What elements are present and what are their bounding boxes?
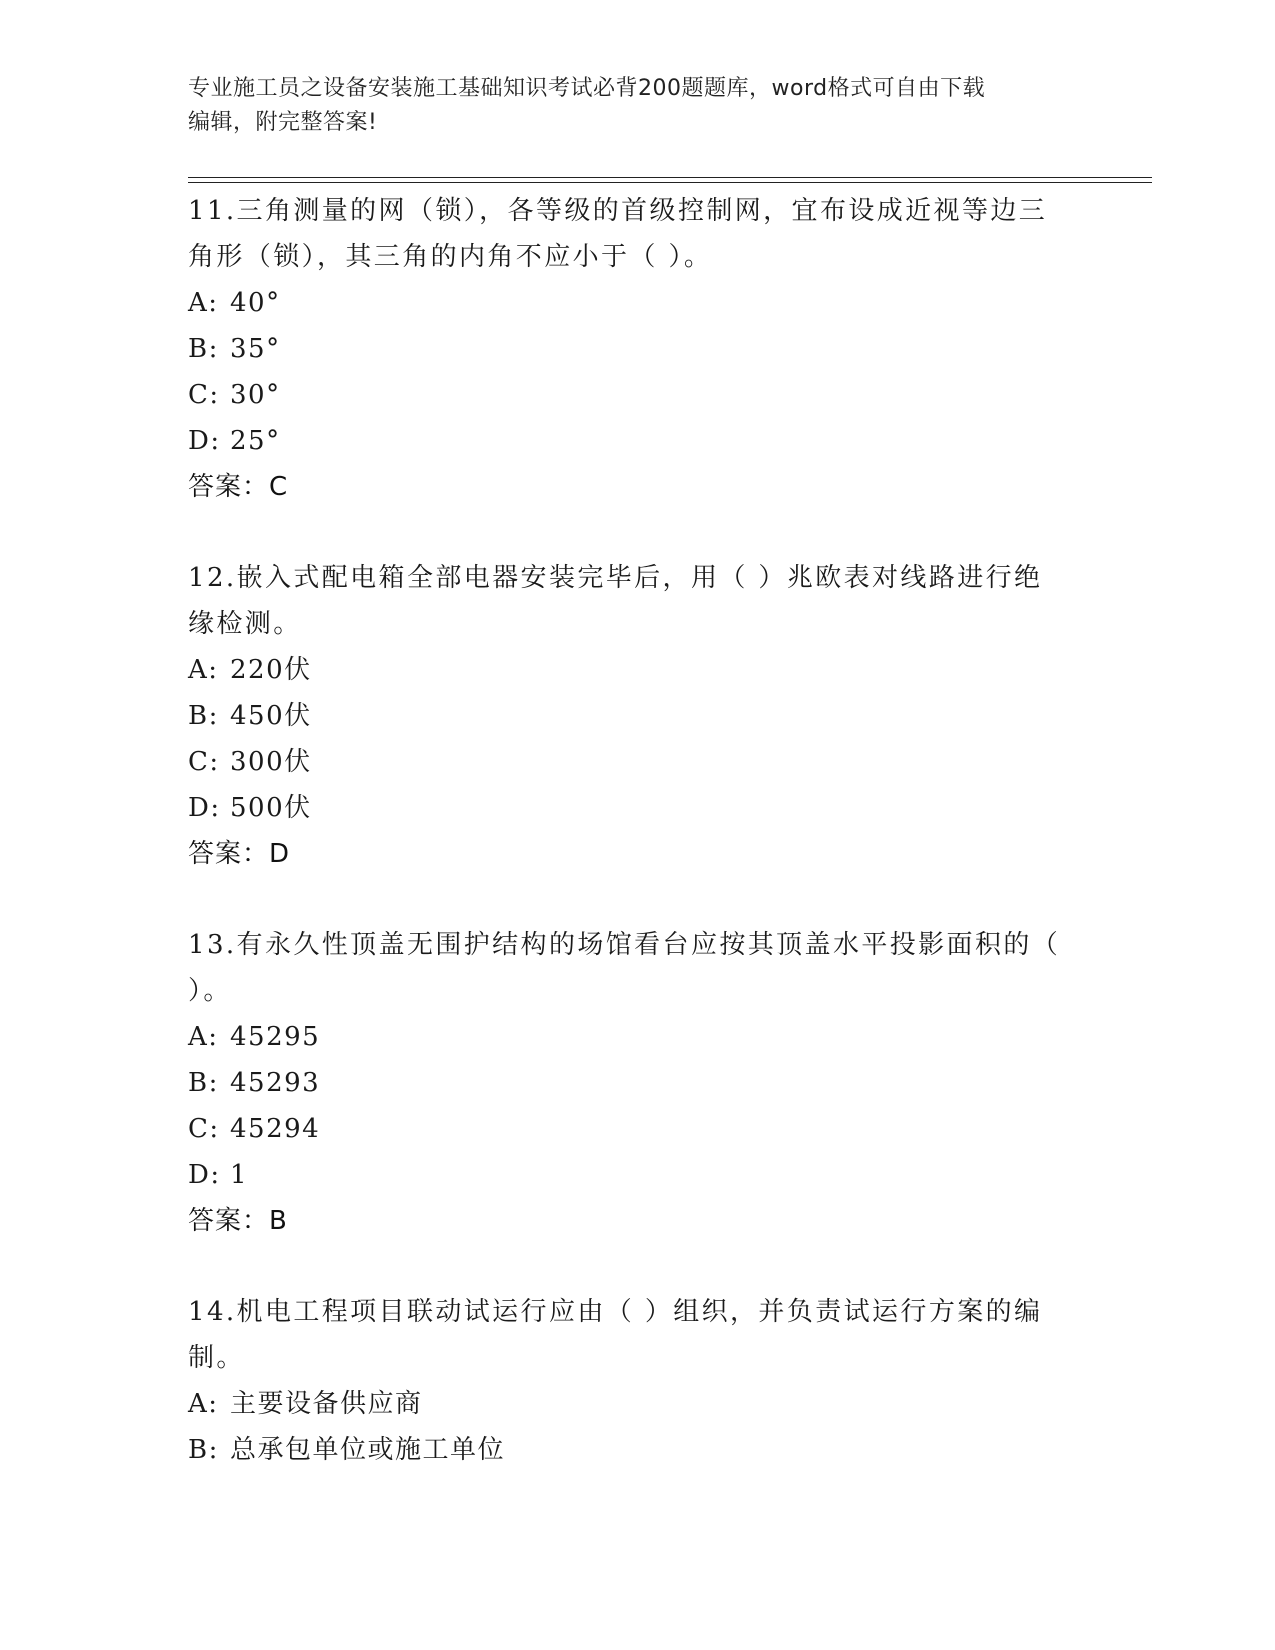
document-header [188, 72, 1088, 140]
header-line-2: 编辑，附完整答案! [188, 110, 378, 135]
option-text: 主要设备供应商 [230, 1389, 423, 1419]
question-stem [188, 922, 1078, 1014]
question-stem-line-2: 缘检测。 [188, 609, 302, 639]
option-b [188, 693, 1088, 739]
option-text: 450伏 [230, 701, 312, 731]
question-stem [188, 555, 1078, 647]
option-text: 总承包单位或施工单位 [230, 1435, 506, 1465]
question-stem [188, 1289, 1078, 1381]
question-stem-line-1: 11.三角测量的网（锁），各等级的首级控制网，宜布设成近视等边三 [188, 196, 1048, 226]
option-d [188, 418, 1088, 464]
question-stem-line-1: 13.有永久性顶盖无围护结构的场馆看台应按其顶盖水平投影面积的（ [188, 930, 1061, 960]
question-14 [188, 1289, 1088, 1473]
header-divider-bottom [188, 182, 1152, 183]
option-text: 300伏 [230, 747, 312, 777]
option-c [188, 372, 1088, 418]
question-stem-line-2: 制。 [188, 1343, 245, 1373]
option-label: A: [188, 288, 219, 318]
header-line-1: 专业施工员之设备安装施工基础知识考试必背200题题库，word格式可自由下载 [188, 76, 986, 101]
option-text: 500伏 [230, 793, 312, 823]
answer: 答案：C [188, 472, 289, 502]
option-text: 25° [230, 426, 281, 456]
option-label: C: [188, 747, 220, 777]
option-b [188, 326, 1088, 372]
option-label: D: [188, 793, 221, 823]
option-d [188, 1152, 1088, 1198]
question-stem-line-1: 14.机电工程项目联动试运行应由（ ）组织，并负责试运行方案的编 [188, 1297, 1043, 1327]
question-stem-line-2: 角形（锁），其三角的内角不应小于（ ）。 [188, 242, 713, 272]
option-text: 35° [230, 334, 281, 364]
option-text: 220伏 [230, 655, 312, 685]
question-12 [188, 555, 1088, 877]
option-label: C: [188, 380, 220, 410]
answer: 答案：B [188, 1206, 288, 1236]
question-13 [188, 922, 1088, 1244]
option-text: 45293 [230, 1068, 321, 1098]
spacer [188, 1244, 1088, 1289]
option-text: 40° [230, 288, 281, 318]
option-text: 30° [230, 380, 281, 410]
question-list [188, 188, 1088, 1473]
option-b [188, 1060, 1088, 1106]
option-label: A: [188, 1022, 219, 1052]
option-label: B: [188, 1435, 219, 1465]
option-a [188, 1381, 1088, 1427]
option-c [188, 739, 1088, 785]
option-text: 45294 [230, 1114, 321, 1144]
option-label: B: [188, 701, 219, 731]
question-stem-line-1: 12.嵌入式配电箱全部电器安装完毕后，用（ ）兆欧表对线路进行绝 [188, 563, 1043, 593]
option-label: D: [188, 1160, 221, 1190]
option-c [188, 1106, 1088, 1152]
option-text: 45295 [230, 1022, 321, 1052]
answer: 答案：D [188, 839, 291, 869]
question-stem-line-2: ）。 [188, 976, 232, 1006]
question-11 [188, 188, 1088, 510]
spacer [188, 877, 1088, 922]
option-text: 1 [230, 1160, 249, 1190]
spacer [188, 510, 1088, 555]
option-label: A: [188, 655, 219, 685]
option-b [188, 1427, 1088, 1473]
option-a [188, 647, 1088, 693]
option-a [188, 1014, 1088, 1060]
option-a [188, 280, 1088, 326]
option-label: D: [188, 426, 221, 456]
option-label: B: [188, 334, 219, 364]
option-label: C: [188, 1114, 220, 1144]
header-divider-top [188, 177, 1152, 178]
question-stem [188, 188, 1078, 280]
option-d [188, 785, 1088, 831]
option-label: A: [188, 1389, 219, 1419]
option-label: B: [188, 1068, 219, 1098]
